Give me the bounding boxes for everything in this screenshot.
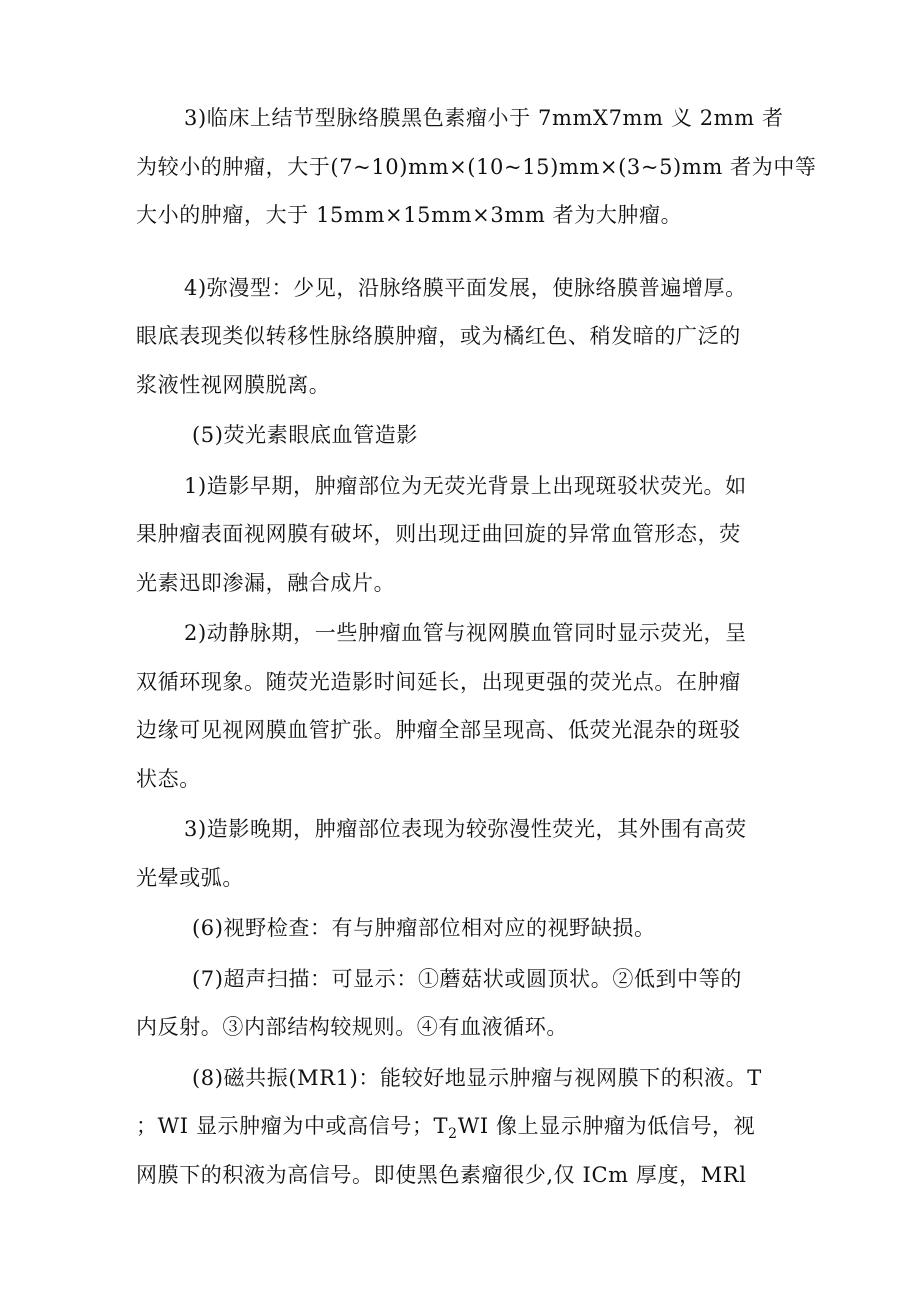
text-line: 光素迅即渗漏，融合成片。: [136, 570, 396, 595]
text-line: 4)弥漫型：少见，沿脉络膜平面发展，使脉络膜普遍增厚。: [184, 275, 747, 300]
text-line: (5)荧光素眼底血管造影: [192, 423, 418, 447]
text-line: (6)视野检查：有与肿瘤部位相对应的视野缺损。: [192, 916, 656, 940]
text-line: 双循环现象。随荧光造影时间延长，出现更强的荧光点。在肿瘤: [136, 669, 741, 694]
paragraph-late-phase: [136, 805, 788, 902]
paragraph-early-phase: [136, 462, 788, 608]
document-body: [136, 94, 817, 1199]
text-line: 浆液性视网膜脱离。: [136, 372, 331, 397]
text-line-with-subscript: [136, 1102, 788, 1151]
section-heading-visual-field: [136, 904, 788, 953]
section-heading-fluorescein: [136, 411, 788, 460]
text-line: 大小的肿瘤，大于 15mm×15mm×3mm 者为大肿瘤。: [136, 203, 683, 227]
text-fragment: WI 像上显示肿瘤为低信号，视: [457, 1114, 756, 1138]
text-line: 状态。: [136, 766, 201, 791]
text-fragment: ；WI 显示肿瘤为中或高信号；T: [136, 1114, 449, 1138]
paragraph-nodular-size: [136, 94, 817, 240]
paragraph-diffuse-type: [136, 264, 788, 410]
text-line: 内反射。③内部结构较规则。④有血液循环。: [136, 1015, 568, 1039]
section-heading-mri: [136, 1054, 788, 1200]
paragraph-arteriovenous-phase: [136, 609, 788, 803]
text-line: 为较小的肿瘤，大于(7~10)mm×(10~15)mm×(3~5)mm 者为中等: [136, 154, 817, 179]
text-line: (7)超声扫描：可显示：①蘑菇状或圆顶状。②低到中等的: [192, 966, 742, 991]
text-line: 3)临床上结节型脉络膜黑色素瘤小于 7mmX7mm 义 2mm 者: [184, 106, 784, 130]
text-line: 光晕或弧。: [136, 865, 244, 890]
text-line: 2)动静脉期，一些肿瘤血管与视网膜血管同时显示荧光，呈: [184, 621, 747, 645]
text-line: 网膜下的积液为高信号。即使黑色素瘤很少,仅 ICm 厚度，MRl: [136, 1162, 747, 1187]
text-line: 眼底表现类似转移性脉络膜肿瘤，或为橘红色、稍发暗的广泛的: [136, 324, 741, 348]
text-line: 果肿瘤表面视网膜有破坏，则出现迂曲回旋的异常血管形态，荧: [136, 522, 741, 546]
subscript-text: 2: [448, 1126, 458, 1143]
text-line: 3)造影晚期，肿瘤部位表现为较弥漫性荧光，其外围有高荧: [184, 817, 747, 841]
section-heading-ultrasound: [136, 955, 788, 1052]
text-line: (8)磁共振(MR1)：能较好地显示肿瘤与视网膜下的积液。T: [192, 1065, 762, 1090]
text-line: 边缘可见视网膜血管扩张。肿瘤全部呈现高、低荧光混杂的斑驳: [136, 718, 741, 742]
text-line: 1)造影早期，肿瘤部位为无荧光背景上出现斑驳状荧光。如: [184, 473, 747, 498]
